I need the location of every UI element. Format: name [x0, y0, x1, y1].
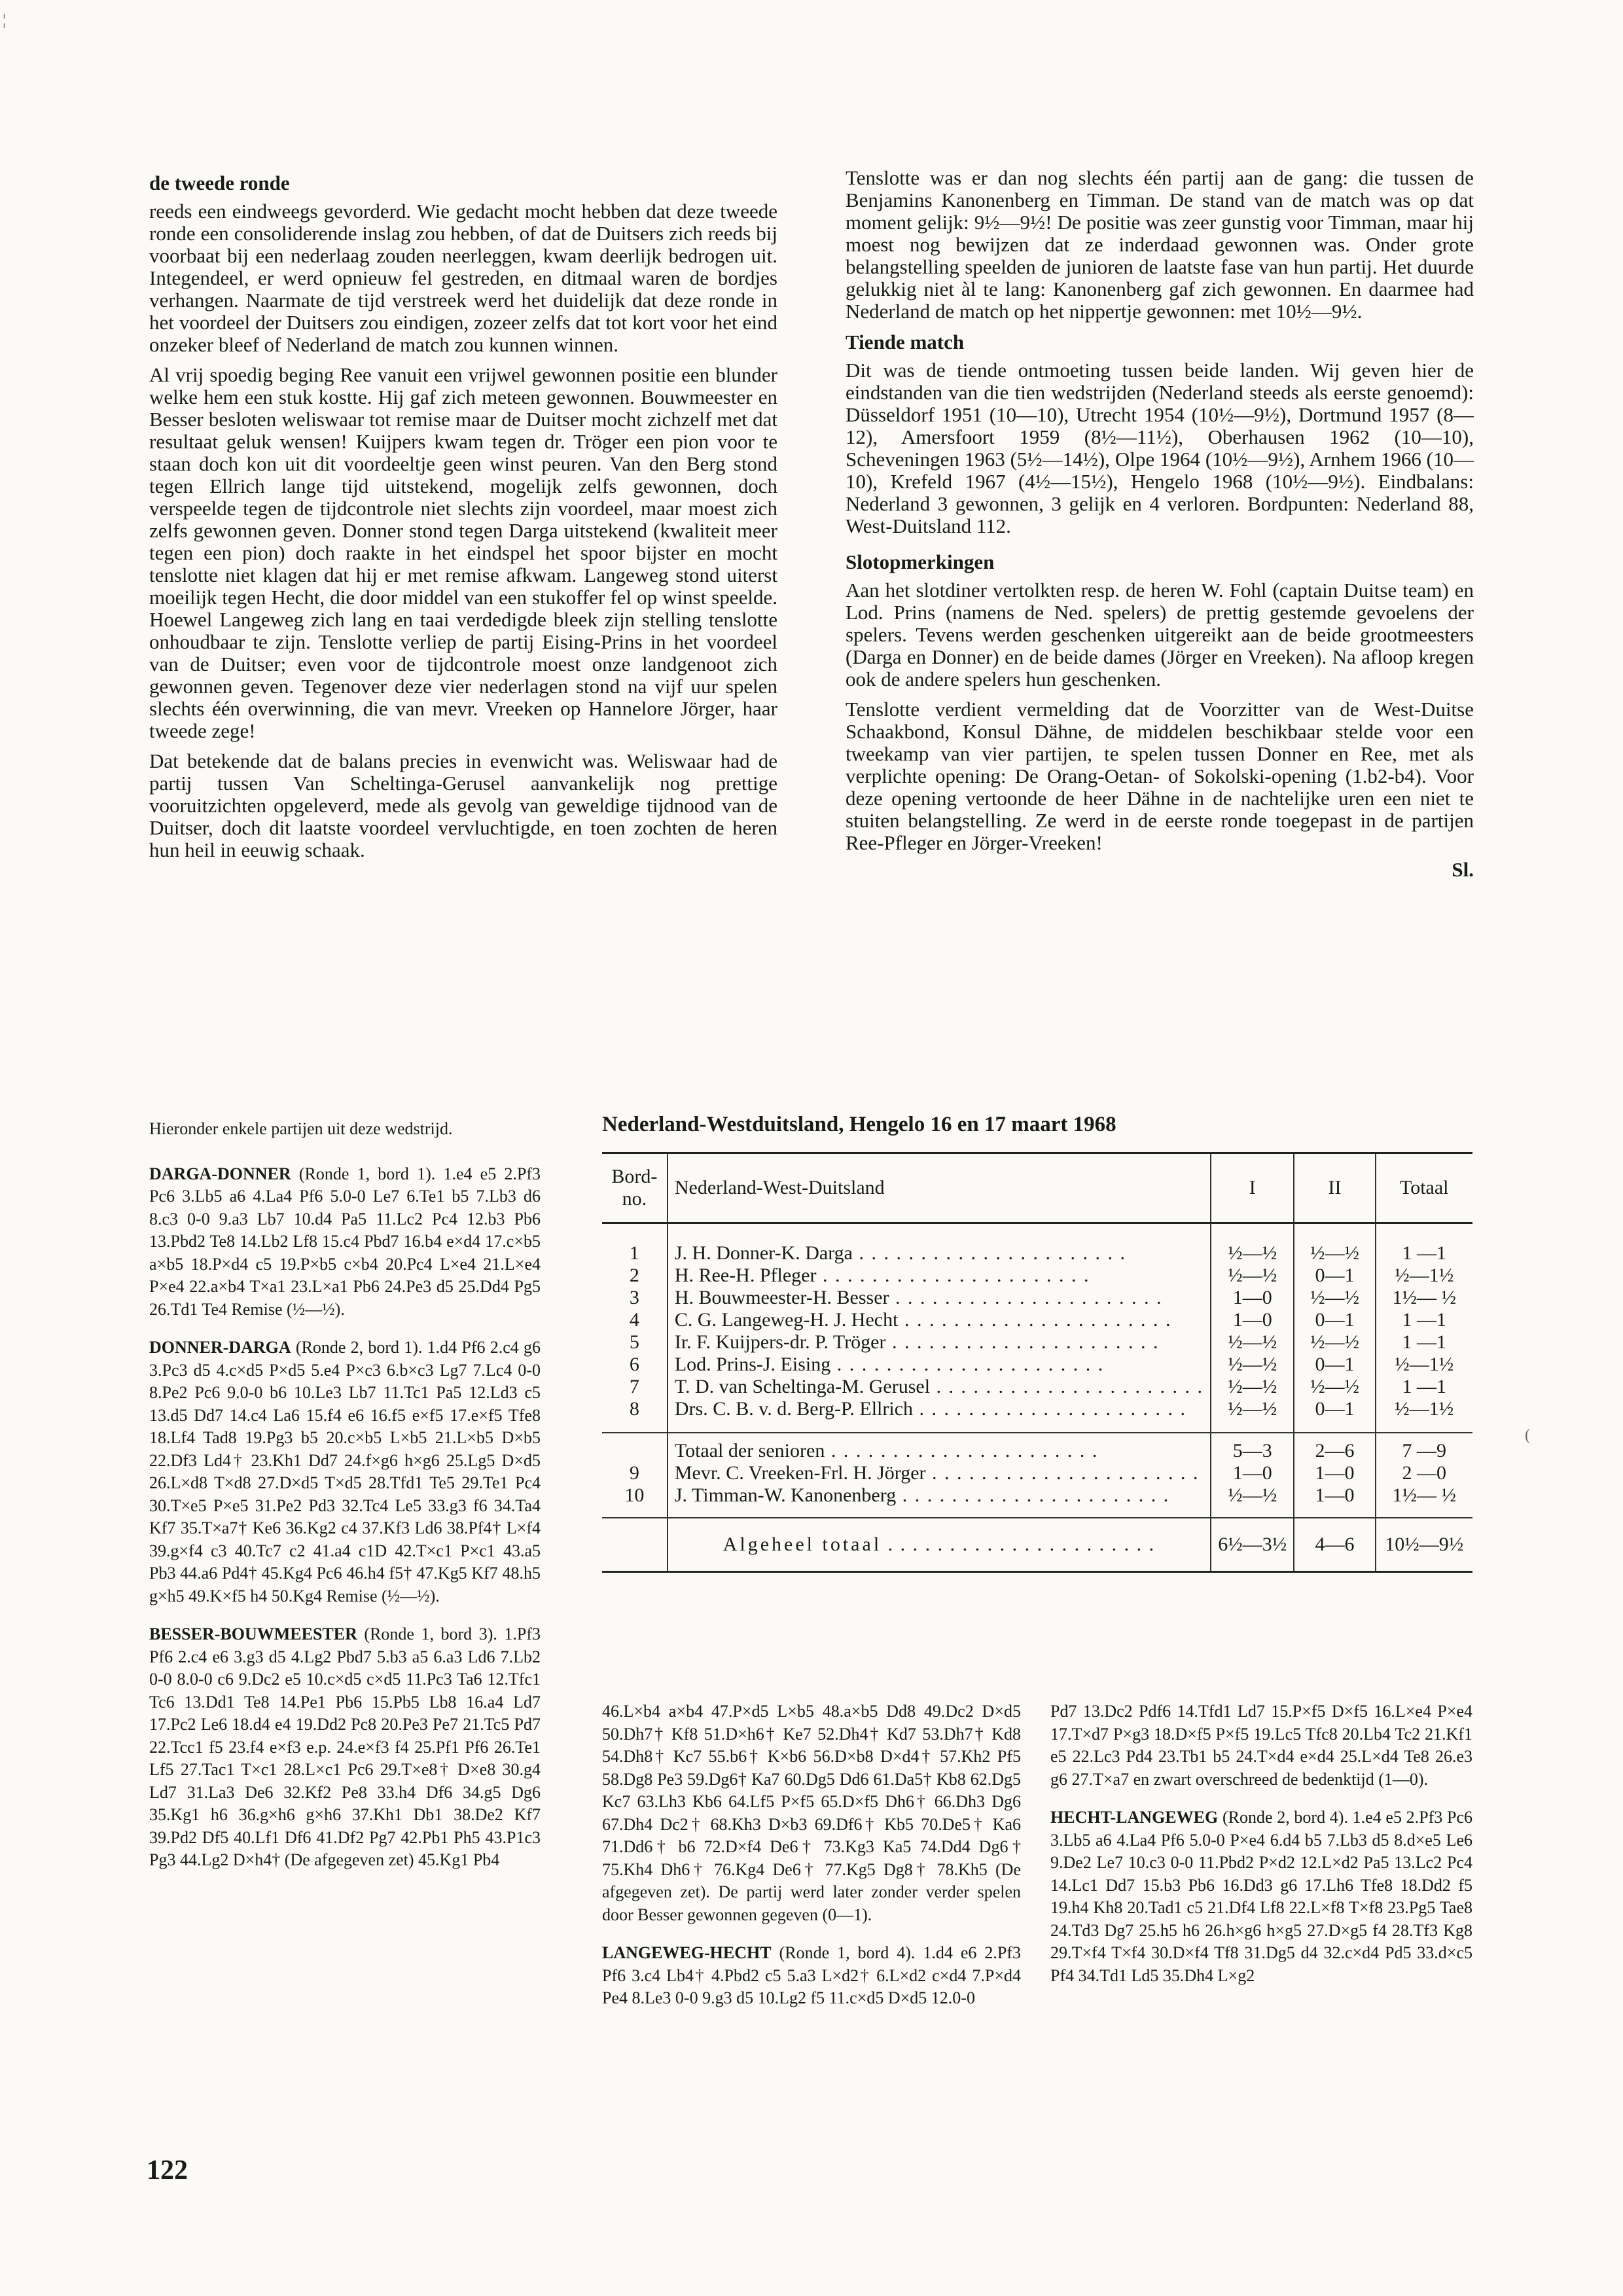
article-paragraph: Tenslotte was er dan nog slechts één partij aan de gang: die tussen de Benjamins Kanonenberg en Timman. De stand van de match was op dat moment gelijk: 9½—9½! De positie was zeer gunstig voor Timman, maar hij moest nog bewijzen dat ze inderdaad gewonnen was. Onder grote belangstelling speelden de junioren de laatste fase van hun partij. Het duurde gelukkig niet àl te lang: Kanonenberg gaf zich gewonnen. En daarmee had Nederland de match op het nippertje gewonnen: met 10½—9½. [846, 166, 1474, 323]
player-pair [668, 1462, 1211, 1484]
player-pair [668, 1242, 1211, 1265]
leader-dots [889, 1287, 1163, 1308]
round-2-score: 0—1 [1294, 1265, 1375, 1287]
author-signature: Sl. [1452, 858, 1474, 881]
leader-dots [896, 1484, 1169, 1506]
results-table [602, 1152, 1472, 1573]
round-1-score: ½—½ [1211, 1331, 1294, 1354]
round-1-score: 1—0 [1211, 1287, 1294, 1309]
round-1-score: 6½—3½ [1211, 1518, 1294, 1572]
leader-dots [882, 1534, 1155, 1555]
game-title: DARGA-DONNER [149, 1164, 291, 1183]
leader-dots [898, 1309, 1171, 1331]
round-2-score: 2—6 [1294, 1433, 1375, 1462]
table-row [602, 1265, 1472, 1287]
header-match: Nederland-West-Duitsland [668, 1153, 1211, 1223]
games-column-middle [602, 1700, 1021, 2026]
game-score [1050, 1700, 1472, 1791]
game-info: (Ronde 2, bord 1). [295, 1338, 423, 1357]
player-pair [668, 1331, 1211, 1354]
total-score: 1 —1 [1376, 1309, 1472, 1331]
round-1-score: ½—½ [1211, 1242, 1294, 1265]
round-2-score: 0—1 [1294, 1309, 1375, 1331]
total-score: 1½— ½ [1376, 1287, 1472, 1309]
round-1-score: ½—½ [1211, 1376, 1294, 1398]
section-heading-slotopmerkingen: Slotopmerkingen [846, 550, 995, 573]
senior-total-name: Totaal der senioren [674, 1440, 825, 1462]
total-score: ½—1½ [1376, 1354, 1472, 1376]
round-1-score: 5—3 [1211, 1433, 1294, 1462]
table-row [602, 1484, 1472, 1507]
total-score: 1 —1 [1376, 1331, 1472, 1354]
leader-dots [886, 1331, 1160, 1353]
leader-dots [926, 1462, 1200, 1484]
board-number: 9 [629, 1462, 639, 1484]
article-paragraph: Dit was de tiende ontmoeting tussen beide landen. Wij geven hier de eindstanden van die tien wedstrijden (Nederland steeds als eerste genoemd): Düsseldorf 1951 (10—10), Utrecht 1954 (10½—9½), Dortmund 1957 (8—12), Amersfoort 1959 (8½—11½), Oberhausen 1962 (10—10), Scheveningen 1963 (5½—14½), Olpe 1964 (10½—9½), Arnhem 1966 (10—10), Krefeld 1967 (4½—15½), Hengelo 1968 (10½—9½). Eindbalans: Nederland 3 gewonnen, 3 gelijk en 4 verloren. Bordpunten: Nederland 88, West-Duitsland 112. [846, 359, 1474, 537]
game-score [602, 1942, 1021, 2010]
player-pair [668, 1398, 1211, 1420]
board-number: 8 [629, 1398, 639, 1420]
table-spacer-row [602, 1223, 1472, 1243]
round-2-score: 0—1 [1294, 1398, 1375, 1420]
table-spacer-row [602, 1420, 1472, 1433]
player-pair-name: Ir. F. Kuijpers-dr. P. Tröger [674, 1331, 886, 1353]
header-total: Totaal [1376, 1153, 1472, 1223]
board-number: 6 [629, 1354, 639, 1375]
round-1-score: 1—0 [1211, 1462, 1294, 1484]
table-row [602, 1309, 1472, 1331]
total-score: 7 —9 [1376, 1433, 1472, 1462]
results-table-title: Nederland-Westduitsland, Hengelo 16 en 17 maart 1968 [602, 1113, 1116, 1136]
game-info: (Ronde 1, bord 3). [364, 1624, 497, 1643]
round-2-score: 4—6 [1294, 1518, 1375, 1572]
table-spacer-row [602, 1507, 1472, 1518]
section-heading-tweede-ronde: de tweede ronde [149, 171, 290, 194]
player-pair [668, 1309, 1211, 1331]
left-article-column [149, 171, 777, 869]
player-pair-name: J. Timman-W. Kanonenberg [674, 1484, 897, 1506]
game-score [149, 1336, 541, 1607]
game-moves: 1.d4 Pf6 2.c4 g6 3.Pc3 d5 4.c×d5 P×d5 5.e4 P×c3 6.b×c3 Lg7 7.Lc4 0-0 8.Pe2 Pc6 9.0-0 b6 10.Le3 Lb7 11.Tc1 Pa5 12.Ld3 c5 13.d5 Dd7 14.c4 La6 15.f4 e6 16.f5 e×f5 17.e×f5 Tfe8 18.Lf4 Tad8 19.Pg3 b5 20.c×b5 L×b5 21.L×b5 D×b5 22.Df3 Ld4† 23.Kh1 Dd7 24.f×g6 h×g6 25.Lg5 D×d5 26.L×d8 T×d8 27.D×d5 T×d5 28.Tfd1 Te5 29.Te1 Pc4 30.T×e5 P×e5 31.Pe2 Pd3 32.Tc4 Le5 33.g3 f6 34.Ta4 Kf7 35.T×a7† Ke6 36.Kg2 c4 37.Kf3 Ld6 38.Pf4† L×f4 39.g×f4 c3 40.Tc7 c2 41.a4 c1D 42.T×c1 P×c1 43.a5 Pb3 44.a6 Pd4† 45.Kg4 Pc6 46.h4 f5† 47.Kg5 Kf7 48.h5 g×h5 49.K×f5 h4 50.Kg4 Remise (½—½). [149, 1338, 541, 1605]
article-paragraph: Dat betekende dat de balans precies in evenwicht was. Weliswaar had de partij tussen Van Scheltinga-Gerusel aanvankelijk nog prettige vooruitzichten opgeleverd, mede als gevolg van geweldige tijdnood van de Duitser, doch dit laatste voordeel vervluchtigde, en toen zochten de heren hun heil in eeuwig schaak. [149, 749, 777, 861]
game-info: (Ronde 1, bord 4). [779, 1943, 916, 1962]
table-row [602, 1398, 1472, 1420]
leader-dots [825, 1440, 1098, 1462]
total-score: 1 —1 [1376, 1242, 1472, 1265]
leader-dots [830, 1354, 1104, 1375]
article-paragraph: Tenslotte verdient vermelding dat de Voorzitter van de West-Duitse Schaakbond, Konsul Dähne, de middelen beschikbaar stelde voor een tweekamp van vier partijen, te spelen tussen Donner en Ree, met als verplichte opening: De Orang-Oetan- of Sokolski-opening (1.b2-b4). Voor deze opening vertoonde de heer Dähne in de nachtelijke uren een niet te stuiten belangstelling. Ze werd in de eerste ronde toegepast in de partijen Ree-Pfleger en Jörger-Vreeken! [846, 698, 1474, 854]
board-number: 2 [629, 1265, 639, 1286]
table-row-senior-total [602, 1433, 1472, 1462]
page-number: 122 [147, 2155, 188, 2185]
board-number: 4 [629, 1309, 639, 1331]
game-title: BESSER-BOUWMEESTER [149, 1624, 357, 1643]
table-row [602, 1331, 1472, 1354]
total-score: 2 —0 [1376, 1462, 1472, 1484]
total-score: 1½— ½ [1376, 1484, 1472, 1507]
game-moves: 1.d4 e6 2.Pf3 Pf6 3.c4 Lb4† 4.Pbd2 c5 5.a3 L×d2† 6.L×d2 c×d4 7.P×d4 Pe4 8.Le3 0-0 9.g3 d5 10.Lg2 f5 11.c×d5 D×d5 12.0-0 [602, 1943, 1021, 2007]
round-2-score: ½—½ [1294, 1287, 1375, 1309]
game-title: DONNER-DARGA [149, 1338, 291, 1357]
games-intro: Hieronder enkele partijen uit deze wedstrijd. [149, 1119, 453, 1138]
board-number: 5 [629, 1331, 639, 1353]
round-2-score: ½—½ [1294, 1331, 1375, 1354]
game-info: (Ronde 1, bord 1). [298, 1164, 436, 1183]
player-pair-name: H. Ree-H. Pfleger [674, 1265, 817, 1286]
board-number: 10 [624, 1484, 645, 1506]
player-pair-name: Mevr. C. Vreeken-Frl. H. Jörger [674, 1462, 926, 1484]
game-title: HECHT-LANGEWEG [1050, 1808, 1219, 1827]
table-row [602, 1376, 1472, 1398]
article-paragraph: reeds een eindweegs gevorderd. Wie gedacht mocht hebben dat deze tweede ronde een consoliderende inslag zou hebben, of dat de Duitsers zich reeds bij voorbaat bij een nederlaag zouden neerleggen, kwam deerlijk bedrogen uit. Integendeel, er werd opnieuw fel gestreden, en ditmaal waren de bordjes verhangen. Naarmate de tijd verstreek werd het duidelijk dat deze ronde in het voordeel der Duitsers zou eindigen, zozeer zelfs dat tot kort voor het eind onzeker bleef of Nederland de match zou kunnen winnen. [149, 200, 777, 356]
player-pair [668, 1376, 1211, 1398]
game-score [1050, 1806, 1472, 1987]
senior-total-label [668, 1433, 1211, 1462]
round-2-score: 1—0 [1294, 1462, 1375, 1484]
board-number: 7 [629, 1376, 639, 1397]
round-2-score: 0—1 [1294, 1354, 1375, 1376]
header-round-2: II [1294, 1153, 1375, 1223]
player-pair-name: H. Bouwmeester-H. Besser [674, 1287, 889, 1308]
games-column-left [149, 1118, 541, 1888]
player-pair-name: Drs. C. B. v. d. Berg-P. Ellrich [674, 1398, 914, 1420]
player-pair [668, 1484, 1211, 1507]
board-number: 3 [629, 1287, 639, 1308]
player-pair [668, 1354, 1211, 1376]
table-row [602, 1287, 1472, 1309]
leader-dots [930, 1376, 1204, 1397]
header-bord-line2: no. [622, 1188, 647, 1210]
game-moves: Pd7 13.Dc2 Pdf6 14.Tfd1 Ld7 15.P×f5 D×f5 16.L×e4 P×e4 17.T×d7 P×g3 18.D×f5 P×f5 19.Lc5 Tfc8 20.Lb4 Tc2 21.Kf1 e5 22.Lc3 Pd4 23.Tb1 b5 24.T×d4 e×d4 25.L×d4 Te8 26.e3 g6 27.T×a7 en zwart overschreed de bedenktijd (1—0). [1050, 1702, 1472, 1789]
game-score [149, 1163, 541, 1321]
grand-total-name: Algeheel totaal [722, 1534, 882, 1555]
table-header-row [602, 1153, 1472, 1223]
margin-mark-top: ¦ [3, 12, 6, 29]
round-1-score: ½—½ [1211, 1398, 1294, 1420]
board-number: 1 [629, 1242, 639, 1264]
header-bord-line1: Bord- [611, 1166, 658, 1187]
margin-mark-right: ( [1525, 1427, 1530, 1444]
leader-dots [853, 1242, 1126, 1264]
table-row [602, 1354, 1472, 1376]
round-2-score: ½—½ [1294, 1242, 1375, 1265]
games-column-right [1050, 1700, 1472, 2003]
total-score: 1 —1 [1376, 1376, 1472, 1398]
round-1-score: 1—0 [1211, 1309, 1294, 1331]
round-2-score: 1—0 [1294, 1484, 1375, 1507]
total-score: ½—1½ [1376, 1398, 1472, 1420]
game-moves: 46.L×b4 a×b4 47.P×d5 L×b5 48.a×b5 Dd8 49.Dc2 D×d5 50.Dh7† Kf8 51.D×h6† Ke7 52.Dh4† Kd7 53.Dh7† Kd8 54.Dh8† Kc7 55.b6† K×b6 56.D×b8 D×d4† 57.Kh2 Pf5 58.Dg8 Pe3 59.Dg6† Ka7 60.Dg5 Dd6 61.Da5† Kb8 62.Dg5 Kc7 63.Lh3 Kb6 64.Lf5 P×f5 65.D×f5 Dh6† 66.Dh3 Dg6 67.Dh4 Dc2† 68.Kh3 D×b3 69.Df6† Kb5 70.De5† Ka6 71.Dd6† b6 72.D×f4 De6† 73.Kg3 Ka5 74.Dd4 Dg6† 75.Kh4 Dh6† 76.Kg4 De6† 77.Kg5 Dg8† 78.Kh5 (De afgegeven zet). De partij werd later zonder verder spelen door Besser gewonnen gegeven (0—1). [602, 1702, 1021, 1924]
header-bord-no [602, 1153, 668, 1223]
player-pair-name: Lod. Prins-J. Eising [674, 1354, 831, 1375]
table-row [602, 1462, 1472, 1484]
game-moves: 1.Pf3 Pf6 2.c4 e6 3.g3 d5 4.Lg2 Pbd7 5.b3 a5 6.a3 Ld6 7.Lb2 0-0 8.0-0 c6 9.Dc2 e5 10.c×d5 c×d5 11.Pc3 Ta6 12.Tfc1 Tc6 13.Dd1 Te8 14.Pe1 Pb6 15.Pb5 Lb8 16.a4 Ld7 17.Pc2 Le6 18.d4 e4 19.Dd2 Pc8 20.Pe3 Pe7 21.Tc5 Pd7 22.Tcc1 f5 23.f4 e×f3 e.p. 24.e×f3 f4 25.Pf1 Pf6 26.Te1 Lf5 27.Tac1 T×c1 28.L×c1 Pc6 29.T×e8† D×e8 30.g4 Ld7 31.La3 De6 32.Kf2 Pe8 33.h4 Df6 34.g5 Dg6 35.Kg1 h6 36.g×h6 g×h6 37.Kh1 Db1 38.De2 Kf7 39.Pd2 Df5 40.Lf1 Df6 41.Df2 Pg7 42.Pb1 Ph5 43.P1c3 Pg3 44.Lg2 D×h4† (De afgegeven zet) 45.Kg1 Pb4 [149, 1624, 541, 1869]
grand-total-label [668, 1518, 1211, 1572]
right-article-column [846, 167, 1474, 882]
game-info: (Ronde 2, bord 4). [1222, 1808, 1348, 1827]
total-score: ½—1½ [1376, 1265, 1472, 1287]
game-moves: 1.e4 e5 2.Pf3 Pc6 3.Lb5 a6 4.La4 Pf6 5.0-0 Le7 6.Te1 b5 7.Lb3 d6 8.c3 0-0 9.a3 Lb7 10.d4 Pa5 11.Lc2 Pc4 12.b3 Pb6 13.Pbd2 Te8 14.Lb2 Lf8 15.c4 Pbd7 16.b4 e×d4 17.c×b5 a×b5 18.P×d4 c5 19.P×b5 c×b4 20.Pc4 L×e4 21.L×e4 P×e4 22.a×b4 T×a1 23.L×a1 Pb6 24.Pe3 d5 25.Dd4 Pg5 26.Td1 Te4 Remise (½—½). [149, 1164, 541, 1319]
round-1-score: ½—½ [1211, 1354, 1294, 1376]
table-row-grand-total [602, 1518, 1472, 1572]
header-round-1: I [1211, 1153, 1294, 1223]
leader-dots [913, 1398, 1186, 1420]
round-1-score: ½—½ [1211, 1265, 1294, 1287]
player-pair-name: T. D. van Scheltinga-M. Gerusel [674, 1376, 931, 1397]
article-paragraph: Aan het slotdiner vertolkten resp. de heren W. Fohl (captain Duitse team) en Lod. Prins (namens de Ned. spelers) de prettig gestemde gevoelens der spelers. Tevens werden geschenken uitgereikt aan de beide grootmeesters (Darga en Donner) en de beide dames (Jörger en Vreeken). Na afloop kregen ook de andere spelers hun geschenken. [846, 579, 1474, 691]
table-row [602, 1242, 1472, 1265]
section-heading-tiende-match: Tiende match [846, 331, 965, 353]
player-pair [668, 1287, 1211, 1309]
game-title: LANGEWEG-HECHT [602, 1943, 772, 1962]
game-moves: 1.e4 e5 2.Pf3 Pc6 3.Lb5 a6 4.La4 Pf6 5.0-0 P×e4 6.d4 b5 7.Lb3 d5 8.d×e5 Le6 9.De2 Le7 10.c3 0-0 11.Pbd2 P×d2 12.L×d2 Pa5 13.Lc2 Pc4 14.Lc1 Dd7 15.b3 Pb6 16.Dd3 g6 17.Lh6 Tfe8 18.Dd2 f5 19.h4 Kh8 20.Tad1 c5 21.Df4 Lf8 22.L×f8 T×f8 23.Pg5 Tae8 24.Td3 Dg7 25.h5 h6 26.h×g6 h×g5 27.D×g5 f4 28.Tf3 Kg8 29.T×f4 T×f4 30.D×f4 Tf8 31.Dg5 d4 32.c×d4 Pd5 33.d×c5 Pf4 34.Td1 Ld5 35.Dh4 L×g2 [1050, 1808, 1473, 1985]
leader-dots [816, 1265, 1090, 1286]
game-score [149, 1623, 541, 1872]
round-1-score: ½—½ [1211, 1484, 1294, 1507]
round-2-score: ½—½ [1294, 1376, 1375, 1398]
total-score: 10½—9½ [1376, 1518, 1472, 1572]
player-pair [668, 1265, 1211, 1287]
player-pair-name: C. G. Langeweg-H. J. Hecht [674, 1309, 899, 1331]
game-score [602, 1700, 1021, 1926]
results-table-wrapper [602, 1152, 1472, 1573]
player-pair-name: J. H. Donner-K. Darga [674, 1242, 853, 1264]
article-paragraph: Al vrij spoedig beging Ree vanuit een vrijwel gewonnen positie een blunder welke hem een stuk kostte. Hij gaf zich meteen gewonnen. Bouwmeester en Besser besloten weliswaar tot remise maar de Duitser mocht zichzelf met dat resultaat geluk wensen! Kuijpers kwam tegen dr. Tröger een pion voor te staan doch kon uit dit voordeeltje geen winst peuren. Van den Berg stond tegen Ellrich lange tijd uitstekend, mogelijk zelfs gewonnen, doch verspeelde tegen de tijdcontrole niet slechts zijn voordeel, maar moest zich zelfs gewonnen geven. Donner stond tegen Darga uitstekend (kwaliteit meer tegen een pion) doch raakte in het eindspel het spoor bijster en mocht tenslotte niet klagen dat hij er met remise afkwam. Langeweg stond uiterst moeilijk tegen Hecht, die door middel van een stukoffer fel op winst speelde. Hoewel Langeweg zich lang en taai verdedigde bleek zijn stelling tenslotte onhoudbaar te zijn. Tenslotte verliep de partij Eising-Prins in het voordeel van de Duitser; even voor de tijdcontrole moest onze landgenoot zich gewonnen geven. Tegenover deze vier nederlagen stond na vijf uur spelen slechts één overwinning, die van mevr. Vreeken op Hannelore Jörger, haar tweede zege! [149, 363, 777, 742]
